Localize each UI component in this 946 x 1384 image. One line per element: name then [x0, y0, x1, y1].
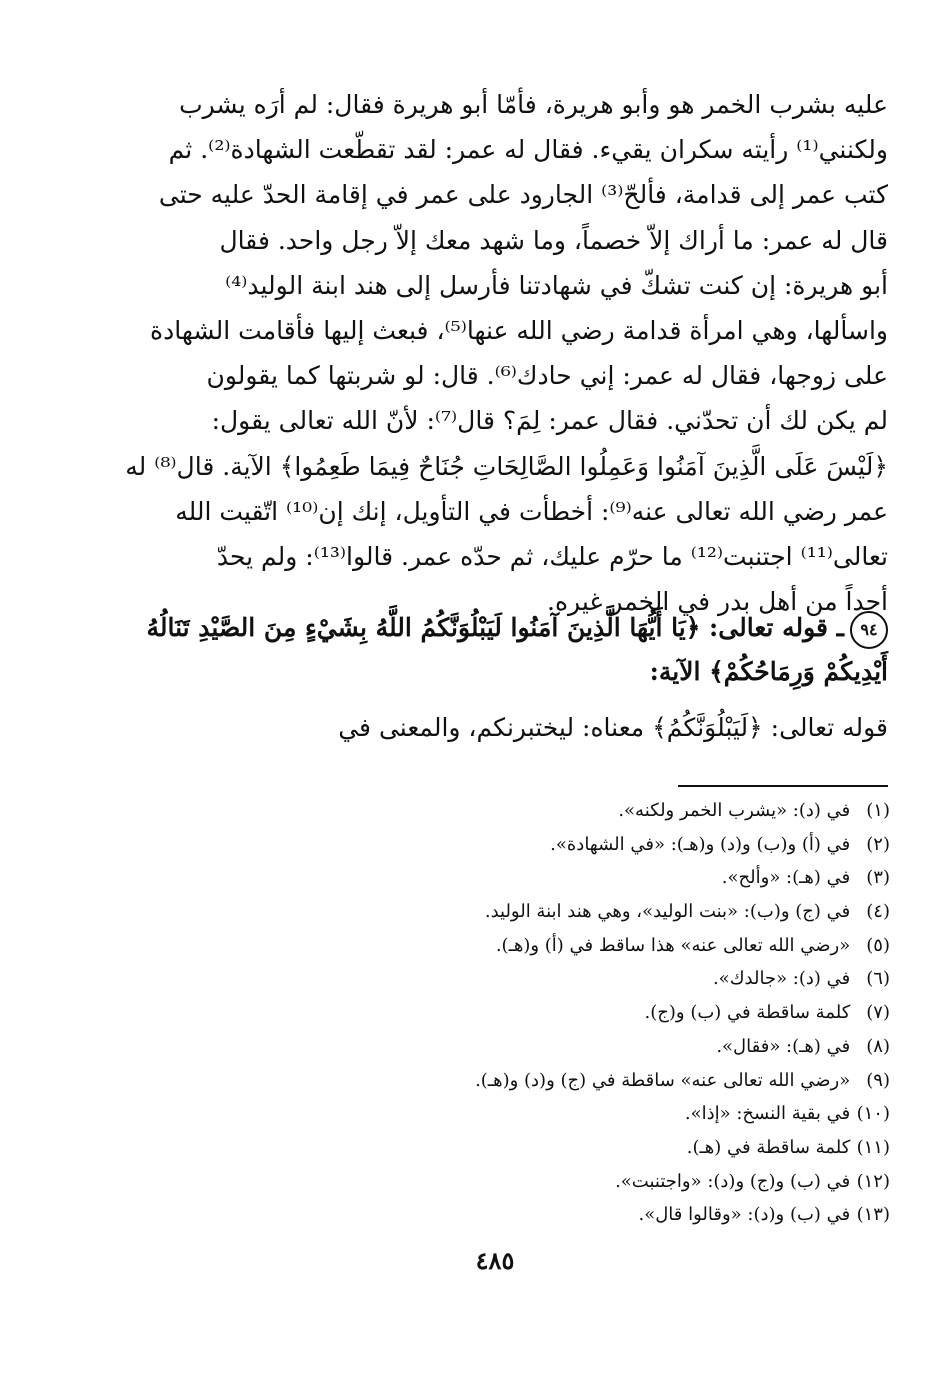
footnote: [300, 962, 890, 996]
footnote-number: (١١): [856, 1136, 890, 1158]
footnote-number: (١٣): [856, 1204, 890, 1226]
footnote-text: في (أ) و(ب) و(د) و(هـ): «في الشهادة».: [550, 833, 851, 855]
text-line: أحداً من أهل بدر في الخمر غيره.: [547, 587, 888, 617]
footnote-number: (٤): [866, 901, 890, 923]
footnote: [300, 1165, 890, 1199]
footnote-number: (١٢): [856, 1170, 890, 1192]
footnote: [300, 1064, 890, 1098]
footnote-number: (٩): [866, 1069, 890, 1091]
text-line: ﴿لَيْسَ عَلَى الَّذِينَ آمَنُوا وَعَمِلُوا الصَّالِحَاتِ جُنَاحٌ فِيمَا طَعِمُوا﴾ الآية. قال⁽⁸⁾ له: [125, 451, 888, 481]
text-line: عمر رضي الله تعالى عنه⁽⁹⁾: أخطأت في التأويل، إنك إن⁽¹⁰⁾ اتّقيت الله: [175, 496, 888, 526]
text-line: على زوجها، فقال له عمر: إني حادك⁽⁶⁾. قال: لو شربتها كما يقولون: [206, 361, 888, 391]
footnote-text: في (هـ): «فقال».: [716, 1035, 851, 1057]
page-number: ٤٨٥: [475, 1246, 515, 1275]
footnote-number: (١٠): [856, 1103, 890, 1125]
heading-text: ـ قوله تعالى: ﴿يَا أَيُّهَا الَّذِينَ آمَنُوا لَيَبْلُوَنَّكُمُ اللَّهُ بِشَيْءٍ مِنَ الصَّيْدِ تَنَالُهُ: [146, 613, 844, 642]
footnote-number: (٧): [866, 1002, 890, 1024]
text-line: تعالى⁽¹¹⁾ اجتنبت⁽¹²⁾ ما حرّم عليك، ثم حدّه عمر. قالوا⁽¹³⁾: ولم يحدّ: [216, 541, 888, 571]
footnote-number: (٦): [866, 968, 890, 990]
footnote: [300, 1030, 890, 1064]
footnote: [300, 794, 890, 828]
text-line: أبو هريرة: إن كنت تشكّ في شهادتنا فأرسل إلى هند ابنة الوليد⁽⁴⁾: [225, 270, 888, 300]
heading-line-2: أَيْدِيكُمْ وَرِمَاحُكُمْ﴾ الآية:: [649, 657, 888, 686]
section-number-badge: ٩٤: [850, 611, 888, 649]
footnotes: [300, 794, 890, 1232]
text-line: واسألها، وهي امرأة قدامة رضي الله عنها⁽⁵⁾، فبعث إليها فأقامت الشهادة: [150, 315, 888, 345]
intro-paragraph: قوله تعالى: ﴿لَيَبْلُوَنَّكُمُ﴾ معناه: ليختبرنكم، والمعنى في: [338, 713, 888, 742]
footnote-text: كلمة ساقطة في (ب) و(ج).: [644, 1002, 851, 1024]
footnote-text: في (ب) و(د): «وقالوا قال».: [638, 1204, 851, 1226]
footnote: [300, 1131, 890, 1165]
footnote: [300, 929, 890, 963]
footnote-text: في بقية النسخ: «إذا».: [684, 1103, 851, 1125]
text-line: قال له عمر: ما أراك إلاّ خصماً، وما شهد معك إلاّ رجل واحد. فقال: [219, 225, 888, 255]
footnote-number: (١): [866, 800, 890, 821]
footnote-text: كلمة ساقطة في (هـ).: [686, 1136, 851, 1158]
footnote-text: «رضي الله تعالى عنه» هذا ساقط في (أ) و(هـ).: [495, 934, 851, 956]
footnote: [300, 1198, 890, 1232]
footnote-text: في (هـ): «وألح».: [721, 867, 851, 889]
text-line: كتب عمر إلى قدامة، فألحّ⁽³⁾ الجارود على عمر في إقامة الحدّ عليه حتى: [158, 180, 888, 210]
heading-line-1: [148, 606, 888, 650]
footnote: [300, 895, 890, 929]
footnote-number: (٣): [866, 867, 890, 889]
footnote-number: (٨): [866, 1035, 890, 1057]
footnote-divider: [678, 785, 888, 787]
text-line: لم يكن لك أن تحدّني. فقال عمر: لِمَ؟ قال⁽⁷⁾: لأنّ الله تعالى يقول:: [211, 406, 888, 436]
footnote-number: (٢): [866, 833, 890, 855]
section-heading: [148, 606, 888, 694]
footnote: [300, 861, 890, 895]
footnote-text: «رضي الله تعالى عنه» ساقطة في (ج) و(د) و(هـ).: [475, 1069, 851, 1091]
footnote: [300, 996, 890, 1030]
footnote: [300, 828, 890, 862]
text-line: ولكنني⁽¹⁾ رأيته سكران يقيء. فقال له عمر: لقد تقطّعت الشهادة⁽²⁾. ثم: [168, 135, 888, 165]
main-text: [125, 82, 888, 624]
footnote-number: (٥): [866, 934, 890, 956]
footnote-text: في (ب) و(ج) و(د): «واجتنبت».: [615, 1170, 851, 1192]
footnote: [300, 1097, 890, 1131]
text-line: عليه بشرب الخمر هو وأبو هريرة، فأمّا أبو هريرة فقال: لم أرَه يشرب: [179, 90, 888, 119]
footnote-text: في (د): «جالدك».: [712, 968, 851, 990]
footnote-text: في (د): «يشرب الخمر ولكنه».: [618, 800, 851, 821]
footnote-text: في (ج) و(ب): «بنت الوليد»، وهي هند ابنة الوليد.: [484, 901, 851, 923]
